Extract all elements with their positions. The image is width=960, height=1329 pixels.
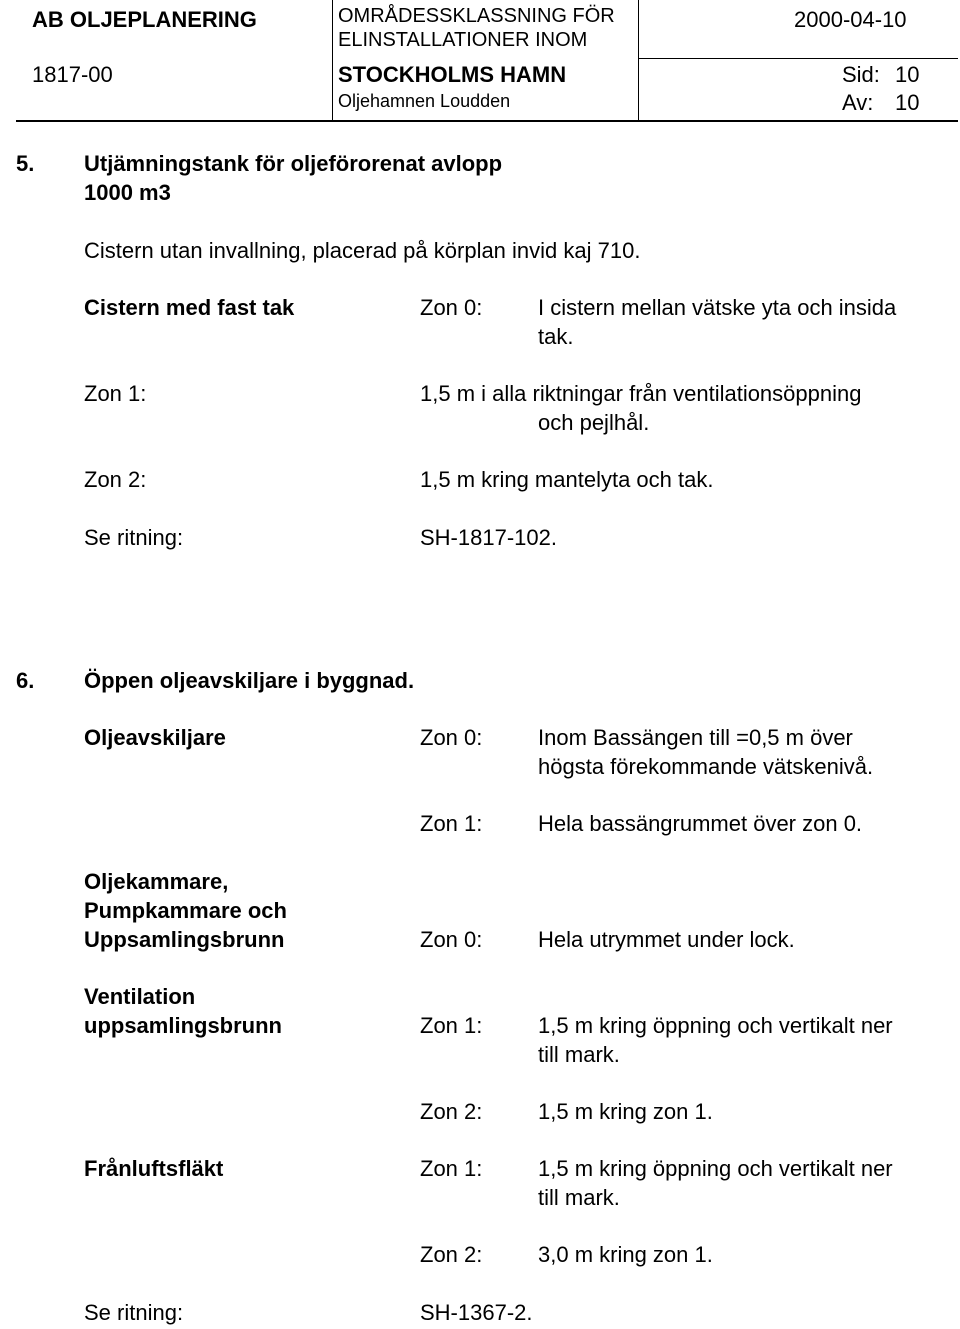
zone-text: tak. [538, 324, 574, 349]
document-date: 2000-04-10 [794, 7, 907, 32]
zone-label: Zon 1: [420, 811, 483, 836]
drawing-label: Se ritning: [84, 525, 184, 550]
zone-text: Hela utrymmet under lock. [538, 927, 795, 952]
header-divider [332, 0, 333, 120]
item-label: Frånluftsfläkt [84, 1156, 224, 1181]
zone-text: 1,5 m kring öppning och vertikalt ner [538, 1013, 893, 1038]
zone-text: 1,5 m kring zon 1. [538, 1099, 713, 1124]
item-label: Oljekammare, [84, 869, 229, 894]
zone-label: Zon 2: [84, 467, 147, 492]
location: STOCKHOLMS HAMN [338, 62, 567, 87]
zone-text: till mark. [538, 1042, 620, 1067]
drawing-reference: SH-1817-102. [420, 525, 557, 550]
zone-text: och pejlhål. [538, 410, 650, 435]
section-subtitle: 1000 m3 [84, 180, 171, 205]
section-description: Cistern utan invallning, placerad på körplan invid kaj 710. [84, 238, 641, 263]
section-title: Utjämningstank för oljeförorenat avlopp [84, 151, 503, 176]
zone-label: Zon 2: [420, 1099, 483, 1124]
zone-text: 1,5 m i alla riktningar från ventilationsöppning [420, 381, 862, 406]
section-number: 5. [16, 151, 35, 176]
zone-text: 3,0 m kring zon 1. [538, 1242, 713, 1267]
of-label: Av: [842, 90, 874, 115]
zone-text: Hela bassängrummet över zon 0. [538, 811, 863, 836]
item-label: Pumpkammare och [84, 898, 287, 923]
zone-text: 1,5 m kring mantelyta och tak. [420, 467, 714, 492]
zone-label: Zon 1: [420, 1013, 483, 1038]
section-title: Öppen oljeavskiljare i byggnad. [84, 668, 415, 693]
zone-text: 1,5 m kring öppning och vertikalt ner [538, 1156, 893, 1181]
drawing-reference: SH-1367-2. [420, 1300, 533, 1325]
item-label: Oljeavskiljare [84, 725, 226, 750]
project-number: 1817-00 [32, 62, 113, 87]
section-number: 6. [16, 668, 35, 693]
zone-label: Zon 0: [420, 927, 483, 952]
header-divider [638, 58, 958, 59]
document-header [16, 0, 958, 122]
zone-label: Zon 0: [420, 725, 483, 750]
of-value: 10 [895, 90, 920, 115]
drawing-label: Se ritning: [84, 1300, 184, 1325]
zone-text: högsta förekommande vätskenivå. [538, 754, 874, 779]
sublocation: Oljehamnen Loudden [338, 91, 511, 111]
doc-title-line1: OMRÅDESSKLASSNING FÖR [338, 5, 615, 27]
zone-label: Zon 1: [84, 381, 147, 406]
zone-label: Zon 0: [420, 295, 483, 320]
zone-text: Inom Bassängen till =0,5 m över [538, 725, 853, 750]
zone-label: Zon 2: [420, 1242, 483, 1267]
item-label: Uppsamlingsbrunn [84, 927, 285, 952]
item-label: uppsamlingsbrunn [84, 1013, 282, 1038]
company-name: AB OLJEPLANERING [32, 7, 257, 32]
zone-text: till mark. [538, 1185, 620, 1210]
page-value: 10 [895, 62, 920, 87]
zone-label: Zon 1: [420, 1156, 483, 1181]
header-divider [638, 0, 639, 120]
item-label: Cistern med fast tak [84, 295, 295, 320]
zone-text: I cistern mellan vätske yta och insida [538, 295, 897, 320]
page-label: Sid: [842, 62, 880, 87]
item-label: Ventilation [84, 984, 196, 1009]
doc-title-line2: ELINSTALLATIONER INOM [338, 29, 588, 51]
